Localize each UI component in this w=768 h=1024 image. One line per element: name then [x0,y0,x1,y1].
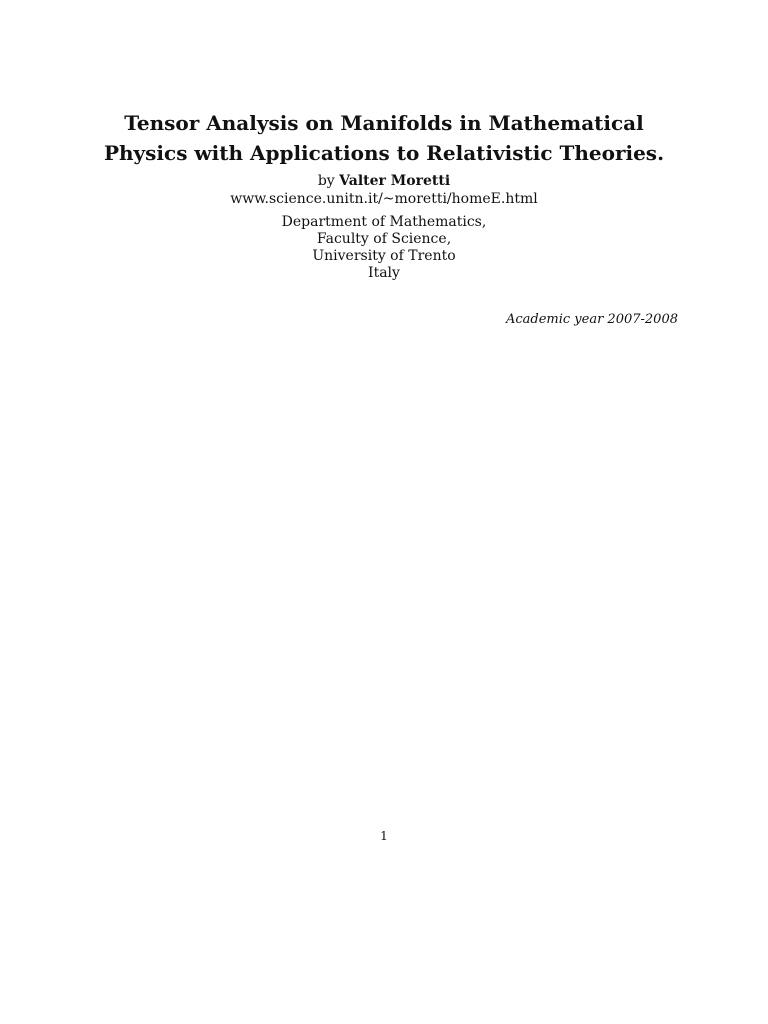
by-label: by [317,173,335,189]
page-number: 1 [380,829,388,843]
author-byline [84,172,684,190]
title-line-1: Tensor Analysis on Manifolds in Mathematical [124,111,644,135]
title-line-2: Physics with Applications to Relativistic Theories. [103,141,665,165]
affiliation-country: Italy [368,265,400,281]
affiliation-university: University of Trento [312,248,456,264]
author-name: Valter Moretti [339,173,451,189]
affiliation-department: Department of Mathematics, [281,214,487,230]
document-title [60,108,708,168]
affiliation-block [84,214,684,282]
affiliation-faculty: Faculty of Science, [316,231,452,247]
academic-year: Academic year 2007-2008 [505,312,678,327]
author-url: www.science.unitn.it/~moretti/homeE.html [230,191,538,207]
